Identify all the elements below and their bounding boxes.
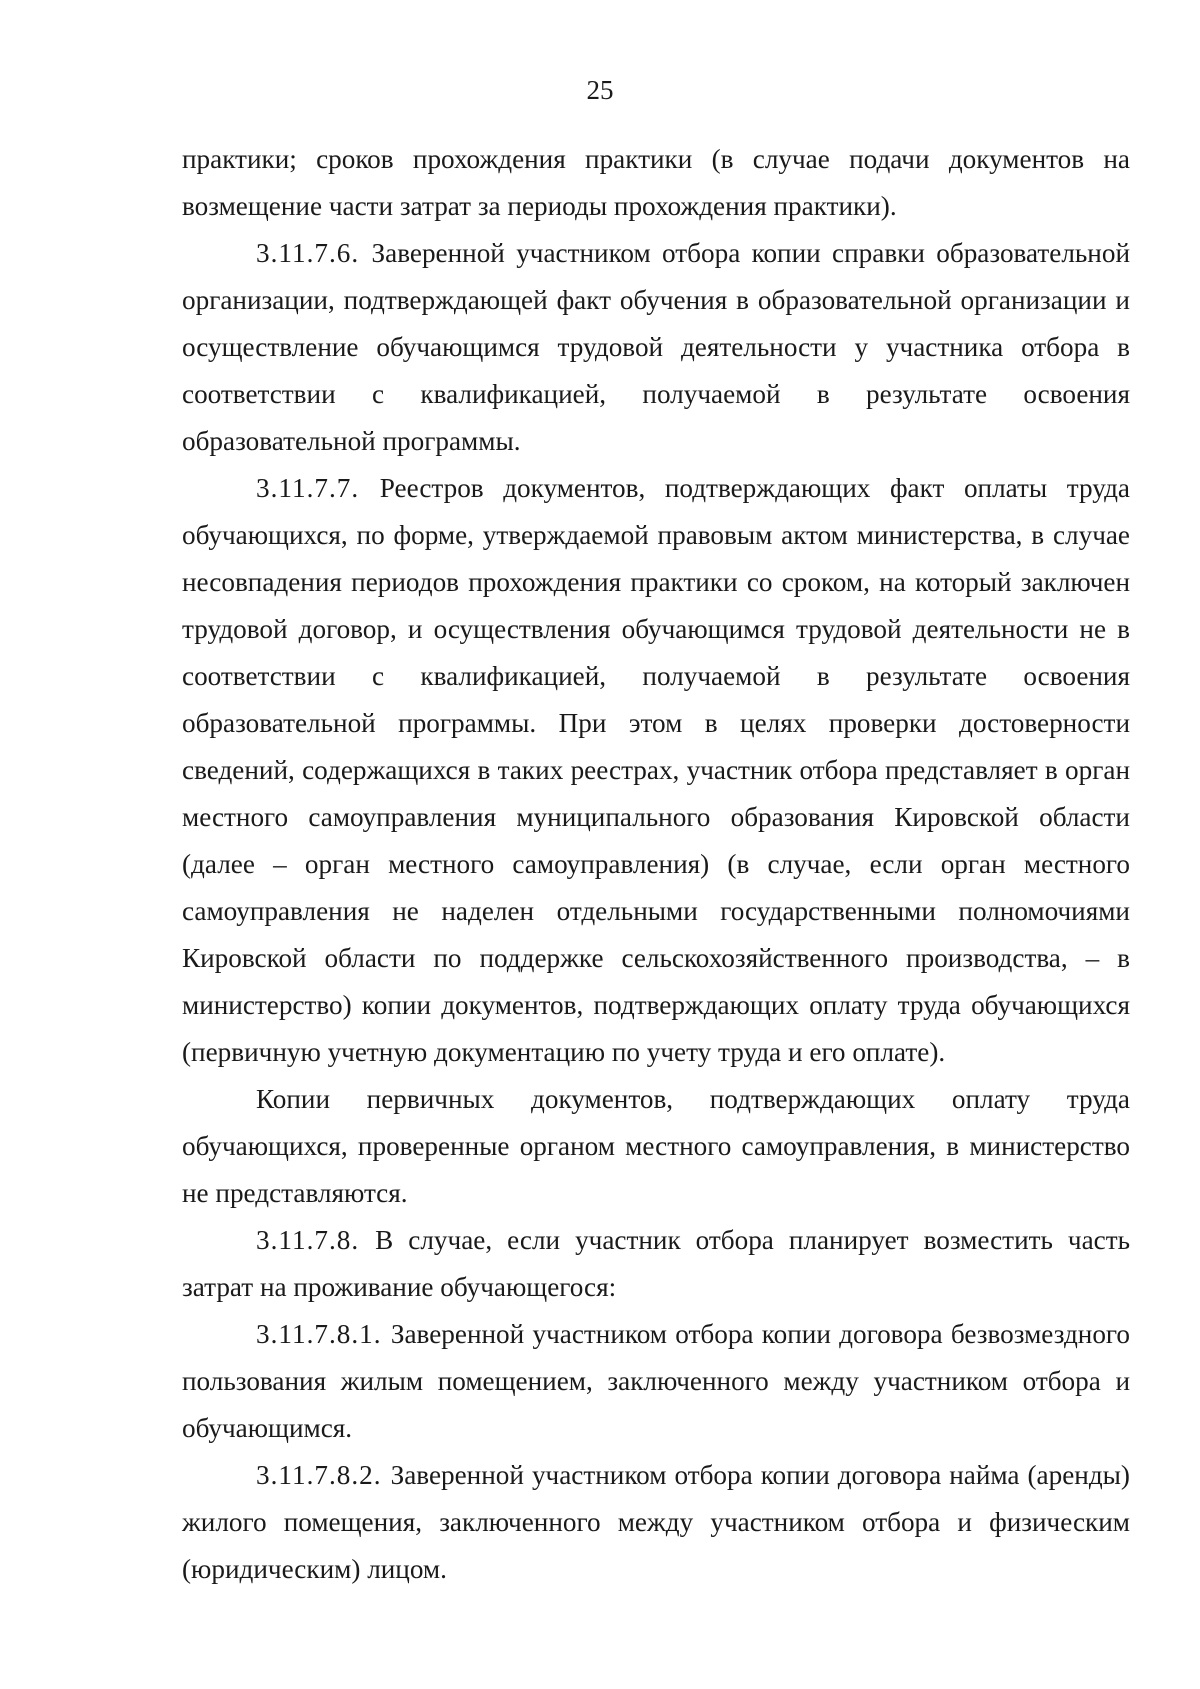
paragraph-3-11-7-8-2 xyxy=(182,1452,1130,1593)
clause-number: 3.11.7.8. xyxy=(256,1225,376,1255)
clause-number: 3.11.7.8.2. xyxy=(256,1460,391,1490)
paragraph-3-11-7-8 xyxy=(182,1217,1130,1311)
paragraph-3-11-7-7 xyxy=(182,465,1130,1076)
clause-number: 3.11.7.8.1. xyxy=(256,1319,391,1349)
paragraph-continuation xyxy=(182,136,1130,230)
paragraph-3-11-7-6 xyxy=(182,230,1130,465)
clause-number: 3.11.7.6. xyxy=(256,238,372,268)
paragraph-text: Заверенной участником отбора копии справки образовательной организации, подтверждающей факт обучения в образовательной организации и осуществление обучающимся трудовой деятельности у участника отбора в соответствии с квалификацией, получаемой в результате освоения образовательной программы. xyxy=(182,238,1130,456)
page-number: 25 xyxy=(586,75,614,105)
paragraph-text: Реестров документов, подтверждающих факт оплаты труда обучающихся, по форме, утверждаемой правовым актом министерства, в случае несовпадения периодов прохождения практики со сроком, на который заключен трудовой договор, и осуществления обучающимся трудовой деятельности не в соответствии с квалификацией, получаемой в результате освоения образовательной программы. При этом в целях проверки достоверности сведений, содержащихся в таких реестрах, участник отбора представляет в орган местного самоуправления муниципального образования Кировской области (далее – орган местного самоуправления) (в случае, если орган местного самоуправления не наделен отдельными государственными полномочиями Кировской области по поддержке сельскохозяйственного производства, – в министерство) копии документов, подтверждающих оплату труда обучающихся (первичную учетную документацию по учету труда и его оплате). xyxy=(182,473,1130,1067)
paragraph-text: Копии первичных документов, подтверждающих оплату труда обучающихся, проверенные органом местного самоуправления, в министерство не представляются. xyxy=(182,1084,1130,1208)
paragraph-text: Заверенной участником отбора копии договора найма (аренды) жилого помещения, заключенного между участником отбора и физическим (юридическим) лицом. xyxy=(182,1460,1130,1584)
paragraph-text: В случае, если участник отбора планирует возместить часть затрат на проживание обучающегося: xyxy=(182,1225,1130,1302)
paragraph-text: практики; сроков прохождения практики (в случае подачи документов на возмещение части затрат за периоды прохождения практики). xyxy=(182,144,1130,221)
paragraph-3-11-7-8-1 xyxy=(182,1311,1130,1452)
document-body xyxy=(182,136,1130,1593)
clause-number: 3.11.7.7. xyxy=(256,473,380,503)
paragraph-text: Заверенной участником отбора копии договора безвозмездного пользования жилым помещением, заключенного между участником отбора и обучающимся. xyxy=(182,1319,1131,1443)
paragraph-copies-note xyxy=(182,1076,1130,1217)
